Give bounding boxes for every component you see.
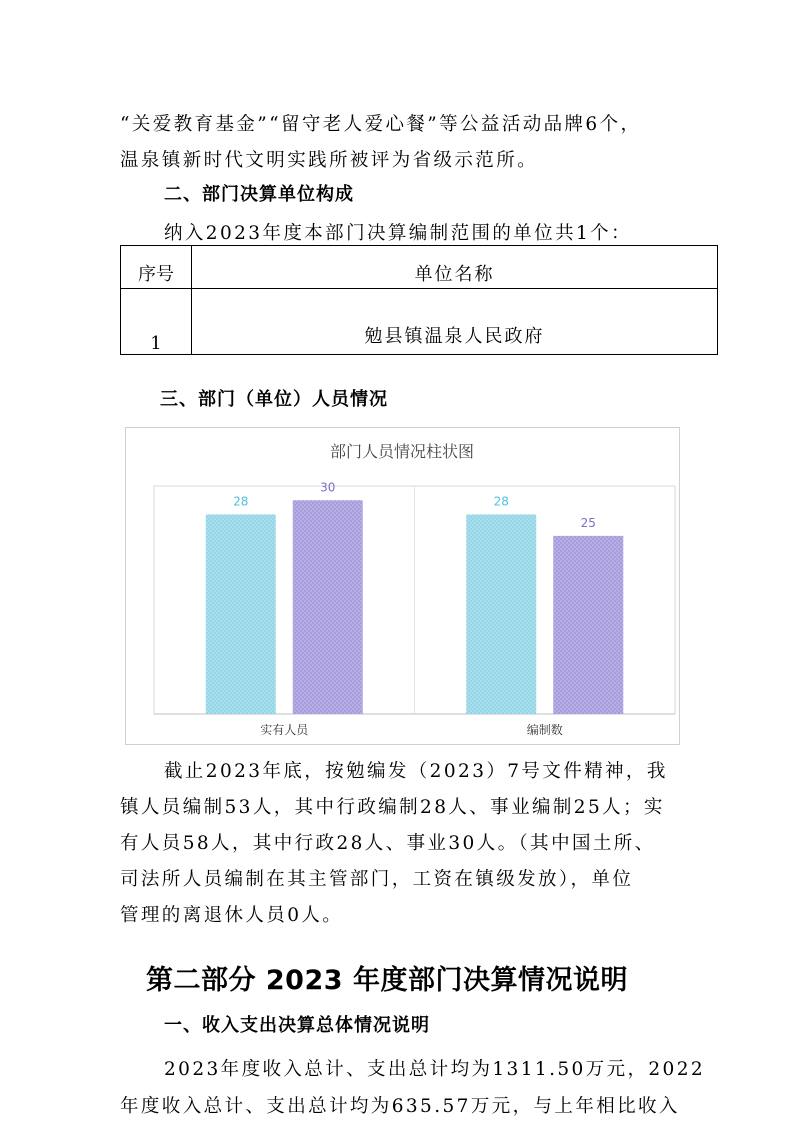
table-cell-index: 1 — [121, 289, 192, 355]
body-text-line: 截止2023年底，按勉编发（2023）7号文件精神，我 — [164, 761, 668, 782]
body-text-line: “关爱教育基金”“留守老人爱心餐”等公益活动品牌6个， — [120, 114, 642, 135]
section-heading-personnel: 三、部门（单位）人员情况 — [160, 389, 388, 410]
body-text-line: 2023年度收入总计、支出总计均为1311.50万元，2022 — [164, 1059, 706, 1080]
body-text-line: 管理的离退休人员0人。 — [120, 905, 344, 926]
unit-table — [120, 245, 718, 355]
section-heading-income-expense: 一、收入支出决算总体情况说明 — [164, 1015, 430, 1036]
table-row — [121, 289, 718, 355]
data-label: 28 — [233, 494, 249, 509]
part-title: 第二部分 2023 年度部门决算情况说明 — [146, 965, 628, 996]
body-text-line: 温泉镇新时代文明实践所被评为省级示范所。 — [120, 150, 539, 171]
category-label: 实有人员 — [260, 723, 309, 737]
personnel-bar-chart — [125, 427, 680, 745]
data-label: 25 — [580, 515, 596, 530]
bar — [466, 515, 536, 715]
body-text-line: 纳入2023年度本部门决算编制范围的单位共1个： — [164, 223, 632, 244]
body-text-line: 有人员58人，其中行政28人、事业30人。（其中国土所、 — [120, 833, 656, 854]
table-header-index: 序号 — [121, 246, 192, 289]
chart-title: 部门人员情况柱状图 — [329, 442, 475, 461]
chart-svg — [126, 428, 679, 744]
section-heading-unit-composition: 二、部门决算单位构成 — [164, 184, 354, 205]
table-header-unit-name: 单位名称 — [192, 246, 718, 289]
bar — [206, 515, 276, 715]
bar — [553, 536, 623, 714]
category-label-group — [260, 722, 563, 737]
body-text-line: 年度收入总计、支出总计均为635.57万元，与上年相比收入 — [120, 1096, 680, 1117]
body-text-line: 司法所人员编制在其主管部门，工资在镇级发放），单位 — [120, 869, 634, 890]
table-cell-unit-name: 勉县镇温泉人民政府 — [192, 289, 718, 355]
data-label: 28 — [493, 494, 509, 509]
category-label: 编制数 — [526, 723, 563, 737]
body-text-line: 镇人员编制53人，其中行政编制28人、事业编制25人；实 — [120, 797, 665, 818]
data-label: 30 — [320, 480, 336, 495]
table-header-row — [121, 246, 718, 289]
bar — [293, 500, 363, 714]
